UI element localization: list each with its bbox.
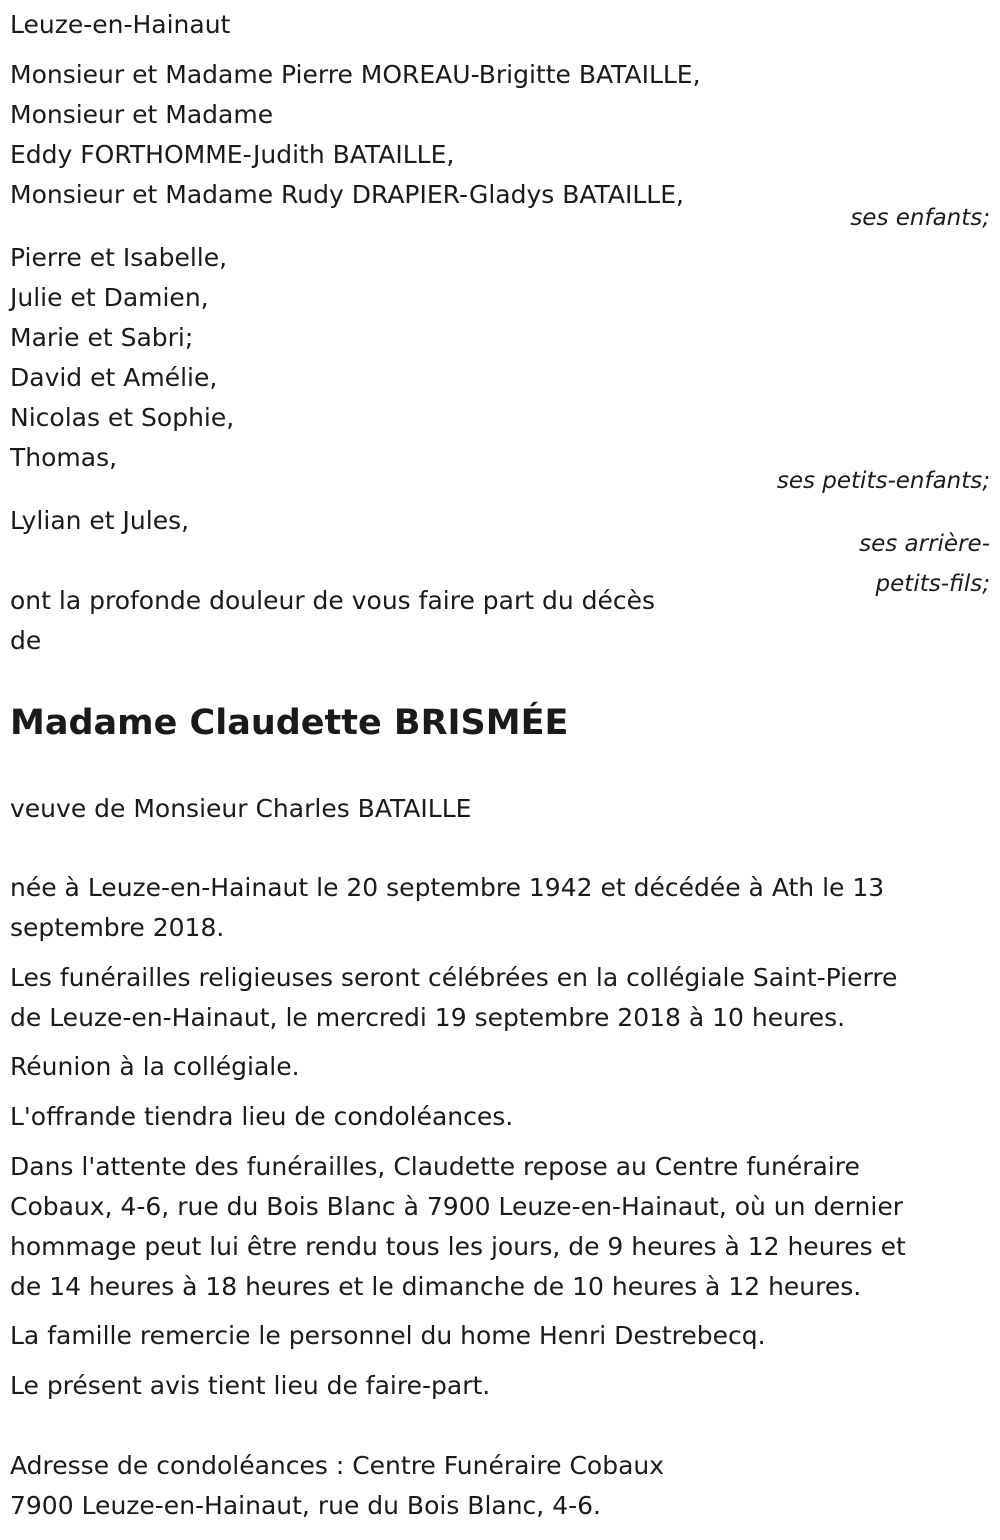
funeral-line-2: de Leuze-en-Hainaut, le mercredi 19 septembre 2018 à 10 heures. — [10, 1003, 846, 1032]
children-line-2: Monsieur et Madame — [10, 100, 274, 129]
offering: L'offrande tiendra lieu de condoléances. — [10, 1102, 514, 1131]
children-line-4: Monsieur et Madame Rudy DRAPIER-Gladys BATAILLE, — [10, 180, 684, 209]
place-heading: Leuze-en-Hainaut — [10, 10, 231, 39]
great-grandchildren-role-1: ses arrière- — [859, 531, 990, 557]
deceased-name: Madame Claudette BRISMÉE — [10, 703, 569, 743]
birth-death-line-2: septembre 2018. — [10, 913, 225, 942]
children-role: ses enfants; — [850, 205, 990, 231]
announcement-line-2: de — [10, 626, 42, 655]
visitation-line-1: Dans l'attente des funérailles, Claudette repose au Centre funéraire — [10, 1152, 860, 1181]
visitation-line-4: de 14 heures à 18 heures et le dimanche de 10 heures à 12 heures. — [10, 1272, 862, 1301]
children-line-1: Monsieur et Madame Pierre MOREAU-Brigitte BATAILLE, — [10, 60, 701, 89]
children-line-3: Eddy FORTHOMME-Judith BATAILLE, — [10, 140, 455, 169]
visitation-line-3: hommage peut lui être rendu tous les jours, de 9 heures à 12 heures et — [10, 1232, 906, 1261]
address-line-1: Adresse de condoléances : Centre Funéraire Cobaux — [10, 1451, 665, 1480]
thanks: La famille remercie le personnel du home Henri Destrebecq. — [10, 1321, 766, 1350]
widow-of: veuve de Monsieur Charles BATAILLE — [10, 794, 472, 823]
great-grandchildren: Lylian et Jules, — [10, 506, 190, 535]
grandchildren-role: ses petits-enfants; — [776, 468, 990, 494]
grandchild-line-2: Julie et Damien, — [10, 283, 209, 312]
grandchild-line-1: Pierre et Isabelle, — [10, 243, 228, 272]
grandchild-line-4: David et Amélie, — [10, 363, 218, 392]
notice: Le présent avis tient lieu de faire-part. — [10, 1371, 491, 1400]
grandchild-line-3: Marie et Sabri; — [10, 323, 194, 352]
address-line-2: 7900 Leuze-en-Hainaut, rue du Bois Blanc, 4-6. — [10, 1491, 601, 1520]
great-grandchildren-role-2: petits-fils; — [875, 571, 990, 597]
grandchild-line-6: Thomas, — [10, 443, 118, 472]
visitation-line-2: Cobaux, 4-6, rue du Bois Blanc à 7900 Leuze-en-Hainaut, où un dernier — [10, 1192, 903, 1221]
meeting: Réunion à la collégiale. — [10, 1052, 300, 1081]
grandchild-line-5: Nicolas et Sophie, — [10, 403, 235, 432]
birth-death-line-1: née à Leuze-en-Hainaut le 20 septembre 1942 et décédée à Ath le 13 — [10, 873, 885, 902]
announcement-line-1: ont la profonde douleur de vous faire part du décès — [10, 586, 656, 615]
funeral-line-1: Les funérailles religieuses seront célébrées en la collégiale Saint-Pierre — [10, 963, 898, 992]
